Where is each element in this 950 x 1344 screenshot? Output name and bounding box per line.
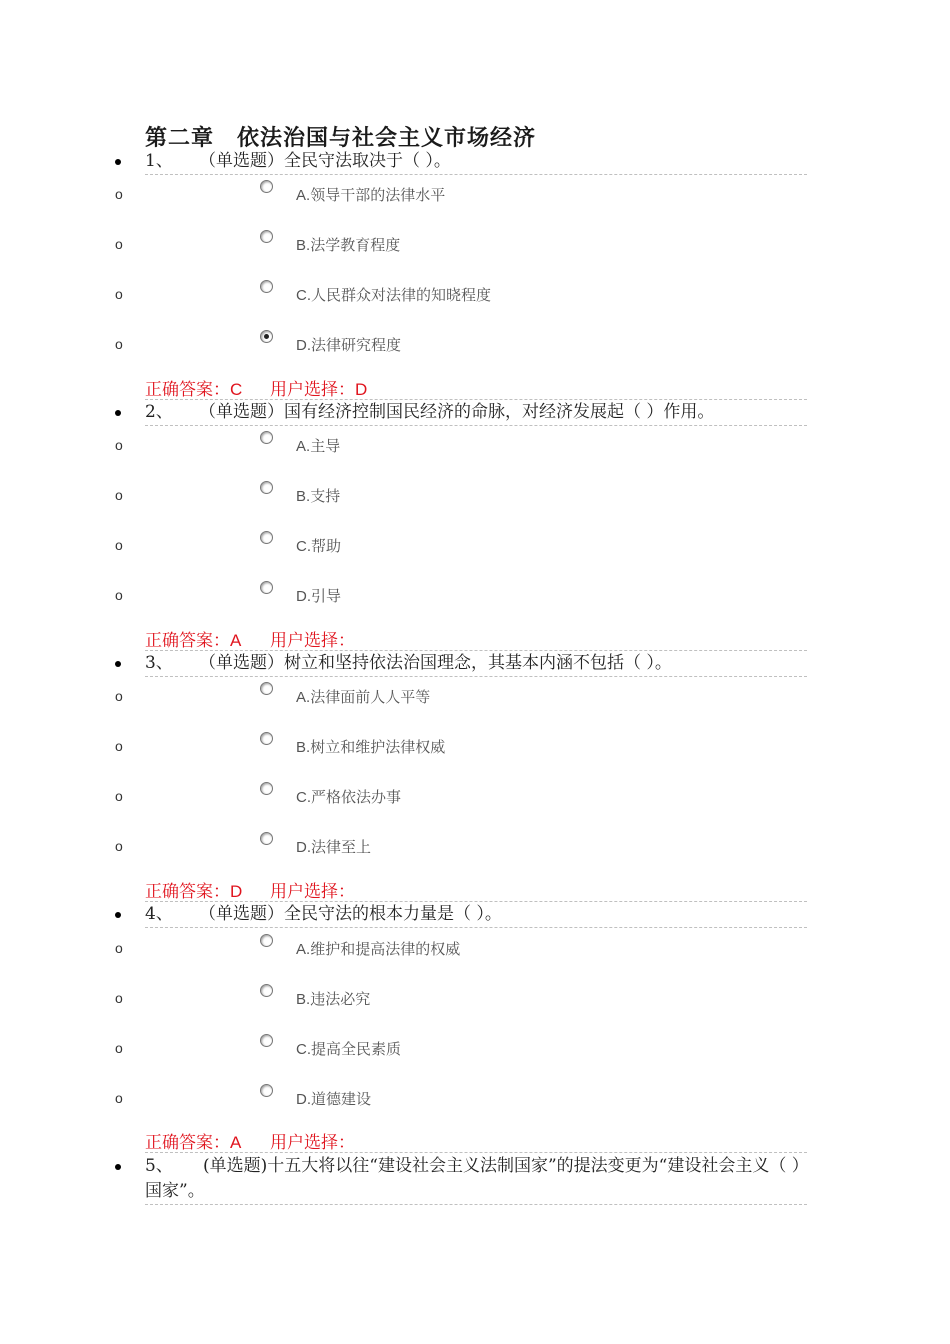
question-stem: （单选题）树立和坚持依法治国理念，其基本内涵不包括（ ）。 [199, 653, 672, 673]
user-choice-label: 用户选择： [270, 882, 355, 902]
correct-answer-label: 正确答案： [145, 1133, 230, 1153]
correct-answer-value: A [230, 631, 242, 650]
radio-option-4a[interactable] [260, 934, 273, 947]
radio-option-3a[interactable] [260, 682, 273, 695]
divider [145, 1152, 807, 1153]
radio-option-2a[interactable] [260, 431, 273, 444]
option-marker: o [115, 688, 123, 704]
radio-option-3c[interactable] [260, 782, 273, 795]
option-marker: o [115, 1040, 123, 1056]
answer-summary-4 [145, 1128, 395, 1153]
question-number: 4、 [145, 904, 173, 924]
answer-summary-2 [145, 626, 395, 651]
option-4d-label: D.道德建设 [296, 1090, 372, 1108]
question-number: 1、 [145, 151, 173, 171]
correct-answer-label: 正确答案： [145, 380, 230, 400]
radio-option-2b[interactable] [260, 481, 273, 494]
question-5-text [145, 1154, 807, 1204]
option-marker: o [115, 1090, 123, 1106]
option-4a-label: A.维护和提高法律的权威 [296, 940, 461, 958]
radio-option-2d[interactable] [260, 581, 273, 594]
question-number: 2、 [145, 402, 173, 422]
question-3-text [145, 651, 807, 676]
question-1-text [145, 149, 807, 174]
option-1a-label: A.领导干部的法律水平 [296, 186, 446, 204]
radio-option-3d[interactable] [260, 832, 273, 845]
divider [145, 174, 807, 175]
question-bullet [115, 661, 121, 667]
option-marker: o [115, 336, 123, 352]
radio-option-4c[interactable] [260, 1034, 273, 1047]
option-3d-label: D.法律至上 [296, 838, 372, 856]
chapter-title: 第二章 依法治国与社会主义市场经济 [145, 125, 537, 151]
option-marker: o [115, 437, 123, 453]
option-marker: o [115, 286, 123, 302]
divider [145, 1204, 807, 1205]
question-bullet [115, 1164, 121, 1170]
correct-answer-value: C [230, 380, 243, 399]
question-bullet [115, 912, 121, 918]
option-2b-label: B.支持 [296, 487, 341, 505]
user-choice-label: 用户选择： [270, 1133, 355, 1153]
question-stem: (单选题)十五大将以往“建设社会主义法制国家”的提法变更为“建设社会主义（ ）国家”。 [145, 1156, 801, 1201]
radio-option-1c[interactable] [260, 280, 273, 293]
option-marker: o [115, 587, 123, 603]
option-3a-label: A.法律面前人人平等 [296, 688, 431, 706]
radio-option-4d[interactable] [260, 1084, 273, 1097]
option-marker: o [115, 738, 123, 754]
question-number: 3、 [145, 653, 173, 673]
option-3c-label: C.严格依法办事 [296, 788, 402, 806]
option-2d-label: D.引导 [296, 587, 342, 605]
question-stem: （单选题）全民守法的根本力量是（ ）。 [199, 904, 502, 924]
correct-answer-label: 正确答案： [145, 882, 230, 902]
option-1b-label: B.法学教育程度 [296, 236, 401, 254]
answer-summary-3 [145, 877, 395, 902]
radio-option-1a[interactable] [260, 180, 273, 193]
option-3b-label: B.树立和维护法律权威 [296, 738, 446, 756]
correct-answer-value: D [230, 882, 243, 901]
divider [145, 927, 807, 928]
option-marker: o [115, 788, 123, 804]
radio-option-1b[interactable] [260, 230, 273, 243]
option-marker: o [115, 940, 123, 956]
option-marker: o [115, 990, 123, 1006]
divider [145, 676, 807, 677]
option-4c-label: C.提高全民素质 [296, 1040, 402, 1058]
option-marker: o [115, 186, 123, 202]
divider [145, 425, 807, 426]
option-1c-label: C.人民群众对法律的知晓程度 [296, 286, 492, 304]
radio-option-1d-selected[interactable] [260, 330, 273, 343]
option-marker: o [115, 537, 123, 553]
correct-answer-label: 正确答案： [145, 631, 230, 651]
option-marker: o [115, 487, 123, 503]
radio-option-4b[interactable] [260, 984, 273, 997]
option-1d-label: D.法律研究程度 [296, 336, 402, 354]
option-2a-label: A.主导 [296, 437, 341, 455]
question-4-text [145, 902, 807, 927]
question-number: 5、 [145, 1156, 173, 1176]
user-choice-label: 用户选择： [270, 380, 355, 400]
option-marker: o [115, 236, 123, 252]
option-2c-label: C.帮助 [296, 537, 342, 555]
question-bullet [115, 410, 121, 416]
user-choice-label: 用户选择： [270, 631, 355, 651]
option-marker: o [115, 838, 123, 854]
answer-summary-1 [145, 375, 395, 400]
radio-option-2c[interactable] [260, 531, 273, 544]
question-stem: （单选题）国有经济控制国民经济的命脉，对经济发展起（ ）作用。 [199, 402, 715, 422]
correct-answer-value: A [230, 1133, 242, 1152]
question-stem: （单选题）全民守法取决于（ ）。 [199, 151, 451, 171]
option-4b-label: B.违法必究 [296, 990, 371, 1008]
radio-option-3b[interactable] [260, 732, 273, 745]
question-bullet [115, 159, 121, 165]
question-2-text [145, 400, 807, 425]
user-choice-value: D [355, 380, 368, 399]
